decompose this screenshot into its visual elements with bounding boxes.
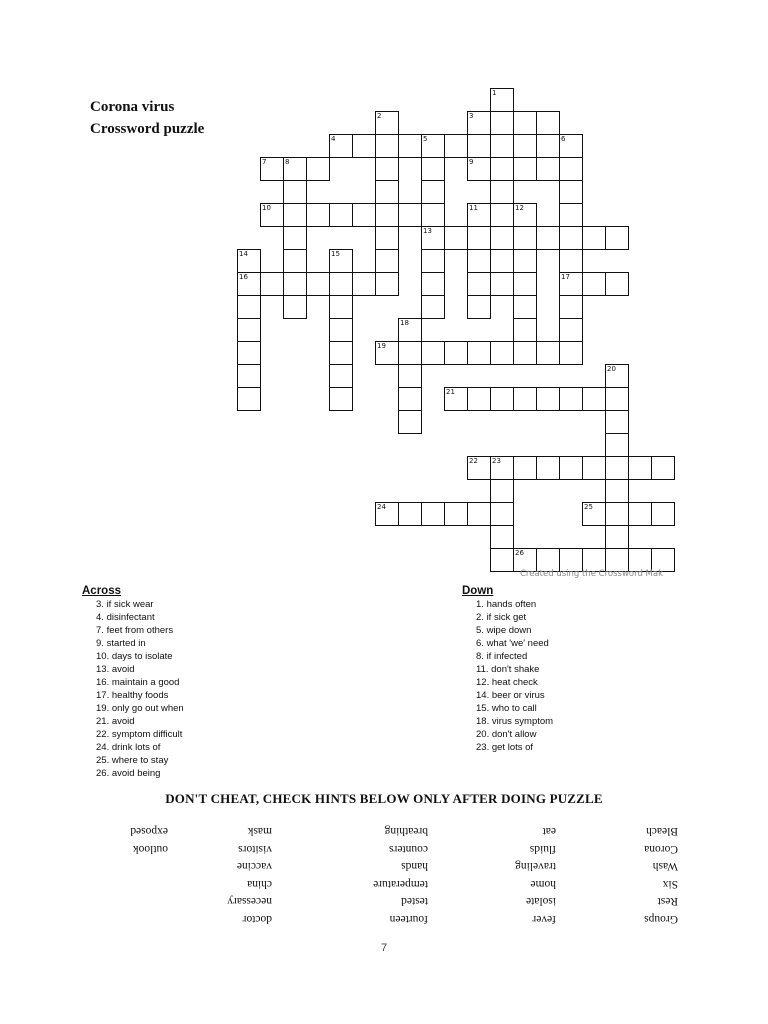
clue-number: 21 — [446, 388, 455, 396]
grid-cell[interactable] — [628, 456, 652, 480]
clue-text: only go out when — [111, 703, 184, 714]
clue-num: 10. — [96, 651, 112, 662]
grid-cell[interactable] — [421, 180, 445, 204]
hint-word: Corona — [644, 842, 678, 855]
clue-item — [82, 702, 184, 715]
grid-cell[interactable] — [237, 318, 261, 342]
grid-cell[interactable] — [582, 502, 606, 526]
grid-cell[interactable] — [237, 364, 261, 388]
grid-cell[interactable] — [283, 226, 307, 250]
hint-word: china — [247, 877, 272, 890]
grid-cell[interactable] — [375, 272, 399, 296]
grid-cell[interactable] — [467, 502, 491, 526]
grid-cell[interactable] — [513, 203, 537, 227]
grid-cell[interactable] — [605, 364, 629, 388]
clue-number: 8 — [285, 158, 290, 166]
grid-cell[interactable] — [398, 134, 422, 158]
grid-cell[interactable] — [490, 548, 514, 572]
clue-num: 11. — [476, 664, 492, 675]
clue-number: 6 — [561, 135, 566, 143]
clue-number: 22 — [469, 457, 478, 465]
clue-num: 8. — [476, 651, 487, 662]
grid-cell[interactable] — [490, 180, 514, 204]
grid-cell[interactable] — [536, 157, 560, 181]
clue-text: get lots of — [491, 742, 534, 753]
grid-cell[interactable] — [651, 502, 675, 526]
grid-cell[interactable] — [329, 341, 353, 365]
grid-cell[interactable] — [283, 295, 307, 319]
clue-number: 1 — [492, 89, 497, 97]
grid-cell[interactable] — [559, 456, 583, 480]
hint-word: isolate — [525, 895, 556, 908]
grid-cell[interactable] — [260, 272, 284, 296]
clue-number: 26 — [515, 549, 524, 557]
hint-word: Wash — [652, 860, 678, 873]
grid-cell[interactable] — [559, 387, 583, 411]
grid-cell[interactable] — [329, 203, 353, 227]
grid-cell[interactable] — [421, 134, 445, 158]
clue-text: hands often — [486, 599, 537, 610]
clue-text: wipe down — [486, 625, 532, 636]
clue-text: don't shake — [491, 664, 540, 675]
clue-num: 19. — [96, 703, 112, 714]
grid-cell[interactable] — [421, 502, 445, 526]
grid-cell[interactable] — [467, 456, 491, 480]
grid-cell[interactable] — [559, 249, 583, 273]
clue-num: 14. — [476, 690, 492, 701]
grid-cell[interactable] — [421, 249, 445, 273]
hint-word: Groups — [644, 913, 678, 925]
grid-cell[interactable] — [237, 295, 261, 319]
grid-cell[interactable] — [375, 180, 399, 204]
grid-cell[interactable] — [375, 226, 399, 250]
clue-text: drink lots of — [111, 742, 161, 753]
clue-num: 7. — [96, 625, 107, 636]
hint-word: fluids — [529, 842, 556, 855]
clue-text: days to isolate — [111, 651, 173, 662]
across-heading: Across — [82, 585, 121, 597]
grid-cell[interactable] — [536, 111, 560, 135]
clue-num: 24. — [96, 742, 112, 753]
grid-cell[interactable] — [329, 387, 353, 411]
clue-num: 25. — [96, 755, 112, 766]
clue-num: 18. — [476, 716, 492, 727]
title-line-2: Crossword puzzle — [90, 121, 205, 137]
grid-cell[interactable] — [582, 456, 606, 480]
clue-number: 13 — [423, 227, 432, 235]
down-clues — [462, 585, 553, 754]
grid-cell[interactable] — [513, 111, 537, 135]
grid-cell[interactable] — [605, 226, 629, 250]
clue-num: 1. — [476, 599, 487, 610]
grid-cell[interactable] — [605, 525, 629, 549]
grid-cell[interactable] — [444, 226, 468, 250]
grid-cell[interactable] — [490, 226, 514, 250]
clue-number: 25 — [584, 503, 593, 511]
grid-cell[interactable] — [237, 341, 261, 365]
grid-cell[interactable] — [513, 134, 537, 158]
grid-cell[interactable] — [513, 226, 537, 250]
clue-text: if sick wear — [106, 599, 154, 610]
grid-cell[interactable] — [490, 479, 514, 503]
grid-cell[interactable] — [490, 203, 514, 227]
grid-cell[interactable] — [398, 502, 422, 526]
grid-cell[interactable] — [352, 203, 376, 227]
clue-text: avoid being — [111, 768, 161, 779]
grid-cell[interactable] — [536, 226, 560, 250]
grid-cell[interactable] — [467, 249, 491, 273]
grid-cell[interactable] — [444, 502, 468, 526]
hint-word: home — [530, 877, 556, 890]
hint-word: counters — [389, 842, 428, 855]
grid-cell[interactable] — [444, 341, 468, 365]
clue-text: avoid — [111, 716, 135, 727]
clue-text: heat check — [491, 677, 538, 688]
grid-cell[interactable] — [306, 272, 330, 296]
clue-item — [462, 715, 553, 728]
clue-item — [82, 715, 184, 728]
hint-word: eat — [542, 825, 556, 837]
grid-cell[interactable] — [398, 387, 422, 411]
grid-cell[interactable] — [467, 272, 491, 296]
clue-num: 6. — [476, 638, 487, 649]
clue-num: 21. — [96, 716, 112, 727]
grid-cell[interactable] — [283, 180, 307, 204]
clue-item — [462, 728, 553, 741]
clue-text: virus symptom — [491, 716, 554, 727]
hint-word: necessary — [227, 895, 272, 908]
grid-cell[interactable] — [490, 456, 514, 480]
clue-text: disinfectant — [106, 612, 155, 623]
grid-cell[interactable] — [559, 341, 583, 365]
grid-cell[interactable] — [559, 295, 583, 319]
clue-number: 3 — [469, 112, 474, 120]
grid-cell[interactable] — [559, 318, 583, 342]
grid-cell[interactable] — [490, 502, 514, 526]
hint-word: mask — [247, 825, 272, 837]
hint-word: Rest — [657, 895, 678, 908]
grid-cell[interactable] — [329, 272, 353, 296]
grid-cell[interactable] — [421, 272, 445, 296]
clue-number: 24 — [377, 503, 386, 511]
grid-cell[interactable] — [375, 249, 399, 273]
clue-item — [82, 676, 184, 689]
clue-text: avoid — [111, 664, 135, 675]
grid-cell[interactable] — [605, 433, 629, 457]
grid-cell[interactable] — [559, 272, 583, 296]
clue-number: 17 — [561, 273, 570, 281]
grid-cell[interactable] — [536, 134, 560, 158]
grid-cell[interactable] — [582, 226, 606, 250]
grid-cell[interactable] — [329, 249, 353, 273]
clue-item — [82, 637, 184, 650]
clue-number: 18 — [400, 319, 409, 327]
clue-item — [462, 624, 553, 637]
clue-text: if infected — [486, 651, 528, 662]
clue-item — [82, 598, 184, 611]
grid-cell[interactable] — [398, 364, 422, 388]
grid-cell[interactable] — [421, 295, 445, 319]
grid-cell[interactable] — [467, 341, 491, 365]
clue-number: 23 — [492, 457, 501, 465]
hint-word: Six — [662, 877, 678, 890]
hint-word: temperature — [373, 877, 428, 890]
grid-cell[interactable] — [237, 387, 261, 411]
grid-cell[interactable] — [467, 157, 491, 181]
grid-cell[interactable] — [490, 88, 514, 112]
clue-number: 19 — [377, 342, 386, 350]
grid-cell[interactable] — [444, 387, 468, 411]
grid-cell[interactable] — [467, 111, 491, 135]
clue-text: don't allow — [491, 729, 537, 740]
grid-cell[interactable] — [490, 249, 514, 273]
grid-cell[interactable] — [467, 387, 491, 411]
clue-num: 3. — [96, 599, 107, 610]
clue-item — [462, 676, 553, 689]
grid-cell[interactable] — [237, 249, 261, 273]
hint-word: Bleach — [646, 825, 678, 837]
clue-text: beer or virus — [491, 690, 545, 701]
clue-text: maintain a good — [111, 677, 180, 688]
down-heading: Down — [462, 585, 494, 597]
grid-cell[interactable] — [513, 456, 537, 480]
grid-cell[interactable] — [513, 157, 537, 181]
clue-number: 14 — [239, 250, 248, 258]
grid-cell[interactable] — [467, 134, 491, 158]
grid-cell[interactable] — [559, 157, 583, 181]
grid-cell[interactable] — [398, 318, 422, 342]
hint-word: vaccine — [236, 860, 272, 873]
clue-num: 9. — [96, 638, 107, 649]
clue-item — [82, 663, 184, 676]
clue-number: 4 — [331, 135, 336, 143]
grid-cell[interactable] — [329, 364, 353, 388]
hint-word: tested — [401, 895, 428, 908]
clue-item — [462, 598, 553, 611]
clue-item — [462, 637, 553, 650]
grid-cell[interactable] — [306, 203, 330, 227]
grid-cell[interactable] — [283, 249, 307, 273]
clue-item — [462, 741, 553, 754]
grid-cell[interactable] — [605, 502, 629, 526]
grid-cell[interactable] — [375, 157, 399, 181]
grid-cell[interactable] — [513, 272, 537, 296]
clue-text: who to call — [491, 703, 537, 714]
grid-cell[interactable] — [490, 387, 514, 411]
hint-word: fever — [532, 913, 556, 925]
grid-cell[interactable] — [398, 341, 422, 365]
grid-cell[interactable] — [513, 249, 537, 273]
grid-cell[interactable] — [329, 295, 353, 319]
clue-number: 15 — [331, 250, 340, 258]
clue-num: 20. — [476, 729, 492, 740]
grid-cell[interactable] — [513, 318, 537, 342]
grid-cell[interactable] — [628, 502, 652, 526]
grid-cell[interactable] — [375, 111, 399, 135]
grid-cell[interactable] — [283, 203, 307, 227]
grid-cell[interactable] — [490, 525, 514, 549]
page-number: 7 — [380, 942, 388, 954]
clue-item — [82, 689, 184, 702]
hint-word: exposed — [130, 825, 168, 837]
clue-item — [82, 754, 184, 767]
hint-word: traveling — [515, 860, 556, 873]
clue-item — [462, 650, 553, 663]
grid-cell[interactable] — [375, 134, 399, 158]
grid-cell[interactable] — [421, 203, 445, 227]
clue-number: 5 — [423, 135, 428, 143]
clue-num: 4. — [96, 612, 107, 623]
grid-cell[interactable] — [559, 203, 583, 227]
grid-cell[interactable] — [559, 226, 583, 250]
clue-num: 17. — [96, 690, 112, 701]
grid-cell[interactable] — [237, 272, 261, 296]
grid-cell[interactable] — [444, 134, 468, 158]
grid-cell[interactable] — [582, 387, 606, 411]
clue-number: 9 — [469, 158, 474, 166]
title-line-1: Corona virus — [90, 99, 175, 115]
clue-item — [82, 728, 184, 741]
grid-cell[interactable] — [352, 272, 376, 296]
clue-num: 23. — [476, 742, 492, 753]
grid-cell[interactable] — [352, 134, 376, 158]
grid-cell[interactable] — [283, 157, 307, 181]
clue-item — [82, 624, 184, 637]
grid-cell[interactable] — [559, 134, 583, 158]
clue-text: healthy foods — [111, 690, 169, 701]
clue-num: 22. — [96, 729, 112, 740]
clue-number: 10 — [262, 204, 271, 212]
clue-num: 16. — [96, 677, 112, 688]
grid-cell[interactable] — [605, 479, 629, 503]
hint-heading: DON'T CHEAT, CHECK HINTS BELOW ONLY AFTER DOING PUZZLE — [165, 791, 603, 806]
grid-cell[interactable] — [559, 180, 583, 204]
clue-item — [462, 611, 553, 624]
grid-cell[interactable] — [467, 203, 491, 227]
grid-cell[interactable] — [490, 341, 514, 365]
grid-cell[interactable] — [651, 456, 675, 480]
clue-number: 7 — [262, 158, 267, 166]
grid-cell[interactable] — [283, 272, 307, 296]
grid-cell[interactable] — [329, 318, 353, 342]
clue-number: 2 — [377, 112, 382, 120]
clue-text: if sick get — [486, 612, 527, 623]
clue-num: 5. — [476, 625, 487, 636]
clue-num: 15. — [476, 703, 492, 714]
grid-cell[interactable] — [605, 456, 629, 480]
grid-cell[interactable] — [421, 157, 445, 181]
grid-cell[interactable] — [375, 502, 399, 526]
grid-cell[interactable] — [490, 134, 514, 158]
grid-cell[interactable] — [605, 387, 629, 411]
grid-cell[interactable] — [467, 226, 491, 250]
hint-word: fourteen — [389, 913, 428, 925]
clue-num: 2. — [476, 612, 487, 623]
clue-text: what 'we' need — [486, 638, 549, 649]
hint-word: hands — [401, 860, 428, 873]
grid-cell[interactable] — [490, 111, 514, 135]
across-clues — [82, 585, 184, 780]
clue-number: 11 — [469, 204, 478, 212]
clue-item — [82, 650, 184, 663]
clue-text: feet from others — [106, 625, 174, 636]
hint-word: doctor — [242, 913, 272, 925]
grid-cell[interactable] — [536, 341, 560, 365]
upside-down-hints — [0, 820, 768, 930]
grid-cell[interactable] — [513, 341, 537, 365]
clue-num: 13. — [96, 664, 112, 675]
grid-cell[interactable] — [260, 157, 284, 181]
grid-cell[interactable] — [490, 157, 514, 181]
grid-cell[interactable] — [490, 272, 514, 296]
grid-cell[interactable] — [513, 295, 537, 319]
grid-cell[interactable] — [582, 272, 606, 296]
grid-cell[interactable] — [398, 203, 422, 227]
hint-word: outlook — [132, 842, 168, 855]
clue-item — [82, 741, 184, 754]
grid-cell[interactable] — [375, 341, 399, 365]
clue-item — [462, 689, 553, 702]
clue-text: started in — [106, 638, 146, 649]
clue-text: symptom difficult — [111, 729, 183, 740]
grid-cell[interactable] — [421, 341, 445, 365]
grid-cell[interactable] — [513, 387, 537, 411]
clue-number: 16 — [239, 273, 248, 281]
clue-number: 20 — [607, 365, 616, 373]
grid-cell[interactable] — [398, 410, 422, 434]
clue-item — [462, 663, 553, 676]
clue-item — [82, 767, 184, 780]
clue-item — [82, 611, 184, 624]
grid-cell[interactable] — [375, 203, 399, 227]
grid-cell[interactable] — [421, 226, 445, 250]
grid-cell[interactable] — [329, 134, 353, 158]
credit-text: Created using the Crossword Mak — [520, 569, 664, 579]
clue-item — [462, 702, 553, 715]
hint-word: breathing — [384, 825, 428, 837]
grid-cell[interactable] — [605, 410, 629, 434]
grid-cell[interactable] — [306, 157, 330, 181]
across-list — [82, 598, 184, 780]
clue-text: where to stay — [111, 755, 169, 766]
grid-cell[interactable] — [536, 456, 560, 480]
grid-cell[interactable] — [605, 272, 629, 296]
hint-word: visitors — [238, 842, 272, 855]
grid-cell[interactable] — [260, 203, 284, 227]
down-list — [462, 598, 553, 754]
clue-num: 26. — [96, 768, 112, 779]
clue-number: 12 — [515, 204, 524, 212]
grid-cell[interactable] — [467, 295, 491, 319]
clue-num: 12. — [476, 677, 492, 688]
grid-cell[interactable] — [536, 387, 560, 411]
